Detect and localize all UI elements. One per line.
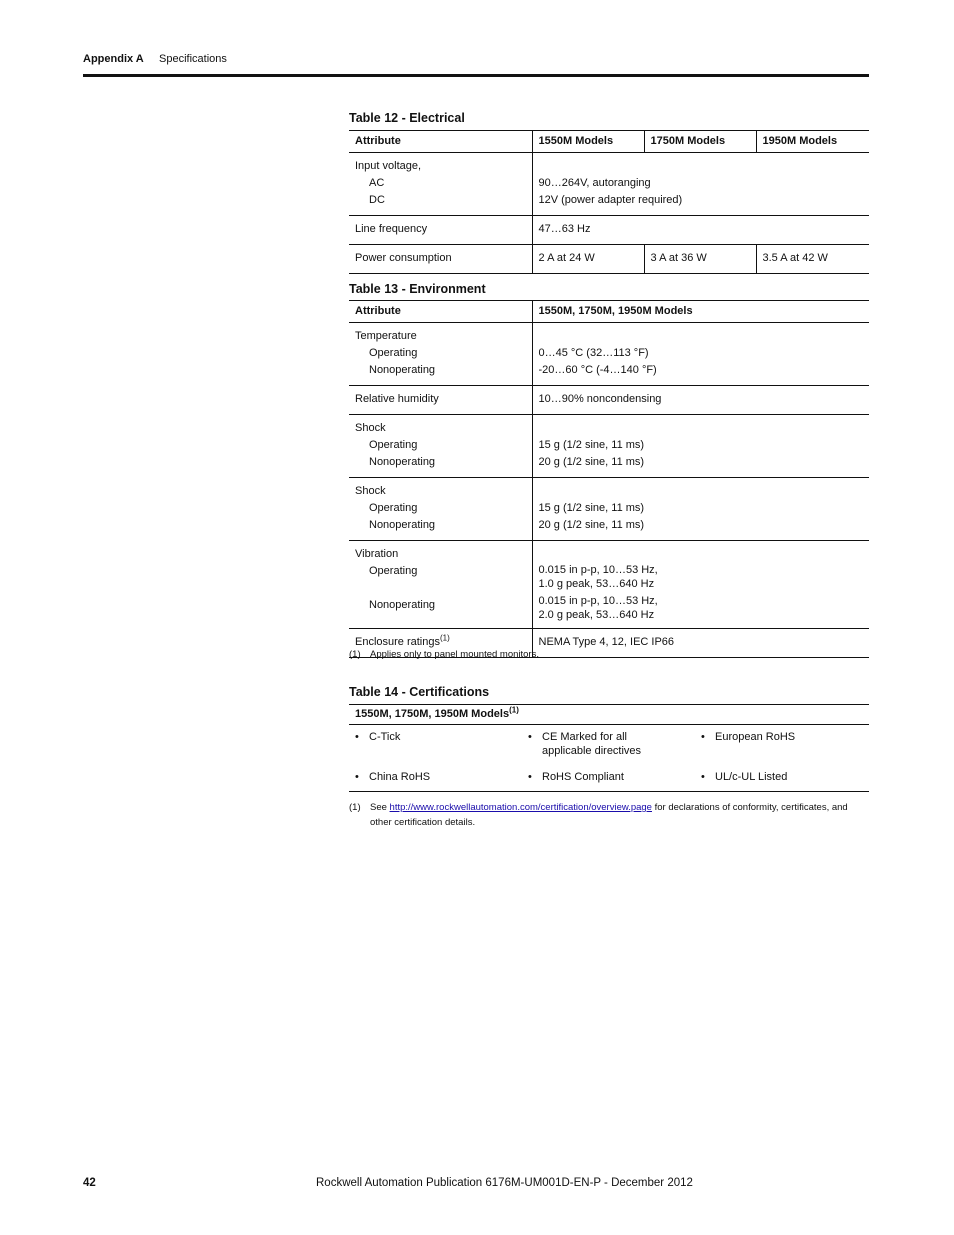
bullet-icon: •	[355, 731, 359, 743]
table12-caption: Table 12 - Electrical	[349, 111, 465, 125]
line-frequency-label: Line frequency	[349, 216, 532, 245]
footnote-text	[370, 800, 869, 830]
vibration-nonop-value-2: 2.0 g peak, 53…640 Hz	[538, 609, 655, 621]
footnote-number: (1)	[349, 649, 361, 660]
shock-op-value: 15 g (1/2 sine, 11 ms)	[538, 439, 645, 451]
bullet-icon: •	[528, 771, 532, 783]
nonoperating-label: Nonoperating	[369, 599, 436, 611]
line-frequency-value: 47…63 Hz	[532, 216, 869, 245]
humidity-value: 10…90% noncondensing	[532, 386, 869, 415]
ac-label: AC	[369, 177, 385, 189]
cert-cell	[349, 765, 522, 792]
col-header-attribute: Attribute	[349, 131, 532, 153]
table-row	[349, 245, 869, 274]
table13-footnote	[349, 647, 869, 662]
footnote-number: (1)	[349, 802, 361, 813]
certification-link[interactable]: http://www.rockwellautomation.com/certification/overview.page	[389, 802, 652, 813]
table-row	[349, 725, 869, 766]
cert-item: China RoHS	[369, 771, 431, 783]
operating-label: Operating	[369, 502, 418, 514]
shock-nonop-value: 20 g (1/2 sine, 11 ms)	[538, 519, 645, 531]
power-1550m: 2 A at 24 W	[532, 245, 644, 274]
footnote-ref: (1)	[440, 633, 450, 643]
certifications-header	[349, 705, 869, 725]
table-row	[349, 323, 869, 386]
nonoperating-label: Nonoperating	[369, 364, 436, 376]
value-cell	[532, 323, 869, 386]
cert-cell	[695, 725, 869, 766]
footnote-post: for declarations of conformity, certificates, and other certification details.	[370, 802, 848, 828]
certifications-table	[349, 704, 869, 792]
table14-footnote	[349, 800, 869, 830]
environment-table	[349, 300, 869, 658]
appendix-label: Appendix A	[83, 53, 144, 65]
enclosure-value: NEMA Type 4, 12, IEC IP66	[532, 629, 869, 658]
bullet-icon: •	[701, 731, 705, 743]
shock-op-value: 15 g (1/2 sine, 11 ms)	[538, 502, 645, 514]
table-row	[349, 216, 869, 245]
table-row	[349, 386, 869, 415]
nonoperating-label: Nonoperating	[369, 456, 436, 468]
attr-cell	[349, 153, 532, 216]
footnote-text: Applies only to panel mounted monitors.	[370, 649, 539, 660]
table-row	[349, 478, 869, 541]
value-cell	[532, 478, 869, 541]
cert-cell	[695, 765, 869, 792]
vibration-label: Vibration	[355, 548, 399, 560]
page-header	[83, 53, 227, 65]
page-number: 42	[83, 1177, 96, 1189]
table-header-row	[349, 131, 869, 153]
col-header-1750m: 1750M Models	[644, 131, 756, 153]
attr-cell	[349, 478, 532, 541]
value-cell	[532, 541, 869, 629]
temperature-op-value: 0…45 °C (32…113 °F)	[538, 347, 649, 359]
table13-caption: Table 13 - Environment	[349, 282, 486, 296]
bullet-icon: •	[528, 731, 532, 743]
attr-cell	[349, 323, 532, 386]
power-label: Power consumption	[349, 245, 532, 274]
power-1750m: 3 A at 36 W	[644, 245, 756, 274]
bullet-icon: •	[701, 771, 705, 783]
cert-item: RoHS Compliant	[542, 771, 624, 783]
table-header-row	[349, 301, 869, 323]
header-rule	[83, 74, 869, 77]
shock-nonop-value: 20 g (1/2 sine, 11 ms)	[538, 456, 645, 468]
vibration-op-value-2: 1.0 g peak, 53…640 Hz	[538, 578, 655, 590]
operating-label: Operating	[369, 439, 418, 451]
enclosure-label: Enclosure ratings	[355, 636, 440, 648]
shock-label: Shock	[355, 485, 386, 497]
operating-label: Operating	[369, 565, 418, 577]
certifications-header-label: 1550M, 1750M, 1950M Models	[355, 708, 510, 720]
table-header-row	[349, 705, 869, 725]
operating-label: Operating	[369, 347, 418, 359]
cert-cell	[522, 765, 695, 792]
footnote-ref: (1)	[509, 705, 519, 715]
col-header-attribute: Attribute	[349, 301, 532, 323]
cert-item: European RoHS	[715, 731, 796, 743]
table-row	[349, 153, 869, 216]
attr-cell	[349, 415, 532, 478]
dc-value: 12V (power adapter required)	[538, 194, 683, 206]
cert-item: C-Tick	[369, 731, 401, 743]
table-row	[349, 415, 869, 478]
vibration-nonop-value-1: 0.015 in p-p, 10…53 Hz,	[538, 595, 658, 607]
value-cell	[532, 153, 869, 216]
vibration-op-value-1: 0.015 in p-p, 10…53 Hz,	[538, 564, 658, 576]
col-header-models: 1550M, 1750M, 1950M Models	[532, 301, 869, 323]
col-header-1950m: 1950M Models	[756, 131, 869, 153]
electrical-table	[349, 130, 869, 274]
publication-footer: Rockwell Automation Publication 6176M-UM001D-EN-P - December 2012	[316, 1177, 693, 1189]
cert-cell	[349, 725, 522, 766]
attr-cell	[349, 541, 532, 629]
table-row	[349, 541, 869, 629]
section-label: Specifications	[159, 53, 227, 65]
nonoperating-label: Nonoperating	[369, 519, 436, 531]
input-voltage-label: Input voltage,	[355, 160, 422, 172]
power-1950m: 3.5 A at 42 W	[756, 245, 869, 274]
table14-caption: Table 14 - Certifications	[349, 685, 490, 699]
temperature-label: Temperature	[355, 330, 417, 342]
value-cell	[532, 415, 869, 478]
col-header-1550m: 1550M Models	[532, 131, 644, 153]
temperature-nonop-value: -20…60 °C (-4…140 °F)	[538, 364, 657, 376]
humidity-label: Relative humidity	[349, 386, 532, 415]
table-row	[349, 765, 869, 792]
cert-cell	[522, 725, 695, 766]
shock-label: Shock	[355, 422, 386, 434]
ac-value: 90…264V, autoranging	[538, 177, 651, 189]
dc-label: DC	[369, 194, 385, 206]
cert-item: UL/c-UL Listed	[715, 771, 788, 783]
cert-item: CE Marked for all applicable directives	[542, 731, 642, 757]
footnote-pre: See	[370, 802, 387, 813]
bullet-icon: •	[355, 771, 359, 783]
